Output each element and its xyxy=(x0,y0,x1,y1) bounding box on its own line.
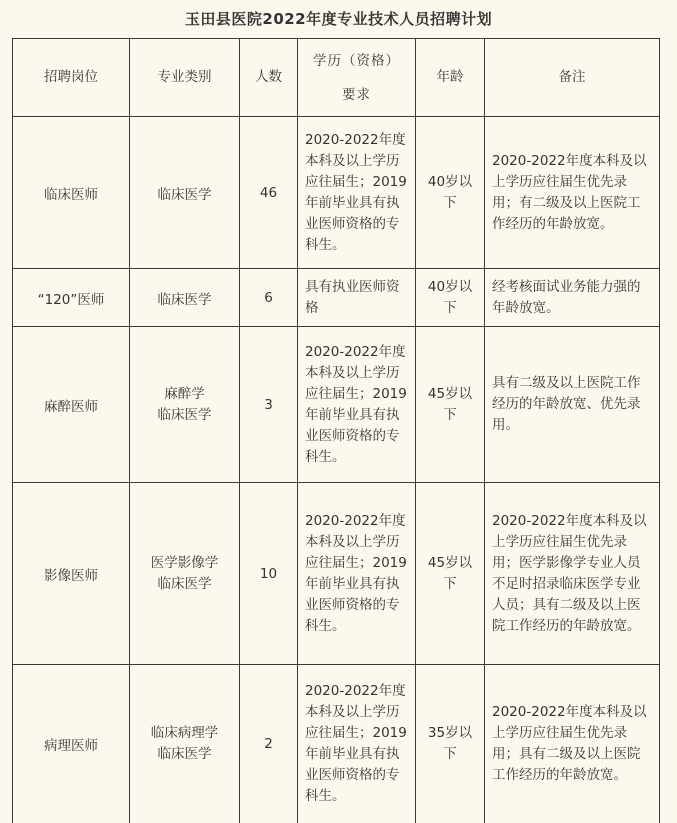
header-age: 年龄 xyxy=(416,39,485,117)
major-line: 临床医学 xyxy=(157,186,212,203)
header-major: 专业类别 xyxy=(130,39,240,117)
cell-age: 40岁以下 xyxy=(416,269,485,327)
table-row xyxy=(13,117,660,269)
table-row xyxy=(13,665,660,823)
cell-age: 45岁以下 xyxy=(416,327,485,483)
cell-count: 10 xyxy=(240,483,298,665)
cell-major xyxy=(130,483,240,665)
header-notes: 备注 xyxy=(485,39,660,117)
recruitment-plan-table xyxy=(12,38,660,823)
cell-age: 35岁以下 xyxy=(416,665,485,823)
cell-education: 具有执业医师资格 xyxy=(298,269,416,327)
header-count: 人数 xyxy=(240,39,298,117)
header-education-label: 学历（资格）要求 xyxy=(313,52,400,103)
cell-notes: 经考核面试业务能力强的年龄放宽。 xyxy=(485,269,660,327)
major-line: 医学影像学 xyxy=(150,554,219,571)
major-line: 临床医学 xyxy=(157,291,212,308)
table-row xyxy=(13,483,660,665)
cell-education: 2020-2022年度本科及以上学历应往届生；2019年前毕业具有执业医师资格的专科生。 xyxy=(298,117,416,269)
cell-position: 病理医师 xyxy=(13,665,130,823)
cell-education: 2020-2022年度本科及以上学历应往届生；2019年前毕业具有执业医师资格的专科生。 xyxy=(298,327,416,483)
cell-education: 2020-2022年度本科及以上学历应往届生；2019年前毕业具有执业医师资格的专科生。 xyxy=(298,665,416,823)
major-line: 临床医学 xyxy=(157,406,212,423)
cell-count: 3 xyxy=(240,327,298,483)
cell-notes: 具有二级及以上医院工作经历的年龄放宽、优先录用。 xyxy=(485,327,660,483)
cell-notes: 2020-2022年度本科及以上学历应往届生优先录用；医学影像学专业人员不足时招录临床医学专业人员；具有二级及以上医院工作经历的年龄放宽。 xyxy=(485,483,660,665)
cell-age: 45岁以下 xyxy=(416,483,485,665)
major-line: 麻醉学 xyxy=(164,385,205,402)
header-education xyxy=(298,39,416,117)
page-title: 玉田县医院2022年度专业技术人员招聘计划 xyxy=(184,10,493,28)
cell-position: 麻醉医师 xyxy=(13,327,130,483)
cell-position: 影像医师 xyxy=(13,483,130,665)
cell-major xyxy=(130,327,240,483)
table-row xyxy=(13,327,660,483)
cell-position: “120”医师 xyxy=(13,269,130,327)
table-row xyxy=(13,269,660,327)
cell-notes: 2020-2022年度本科及以上学历应往届生优先录用；具有二级及以上医院工作经历的年龄放宽。 xyxy=(485,665,660,823)
cell-notes: 2020-2022年度本科及以上学历应往届生优先录用；有二级及以上医院工作经历的年龄放宽。 xyxy=(485,117,660,269)
cell-major xyxy=(130,665,240,823)
major-line: 临床医学 xyxy=(157,746,212,762)
major-line: 临床医学 xyxy=(157,575,212,592)
cell-major xyxy=(130,269,240,327)
cell-count: 2 xyxy=(240,665,298,823)
header-position: 招聘岗位 xyxy=(13,39,130,117)
table-header-row xyxy=(13,39,660,117)
cell-count: 6 xyxy=(240,269,298,327)
cell-major xyxy=(130,117,240,269)
cell-count: 46 xyxy=(240,117,298,269)
major-line: 临床病理学 xyxy=(150,725,219,741)
cell-education: 2020-2022年度本科及以上学历应往届生；2019年前毕业具有执业医师资格的专科生。 xyxy=(298,483,416,665)
cell-position: 临床医师 xyxy=(13,117,130,269)
cell-age: 40岁以下 xyxy=(416,117,485,269)
